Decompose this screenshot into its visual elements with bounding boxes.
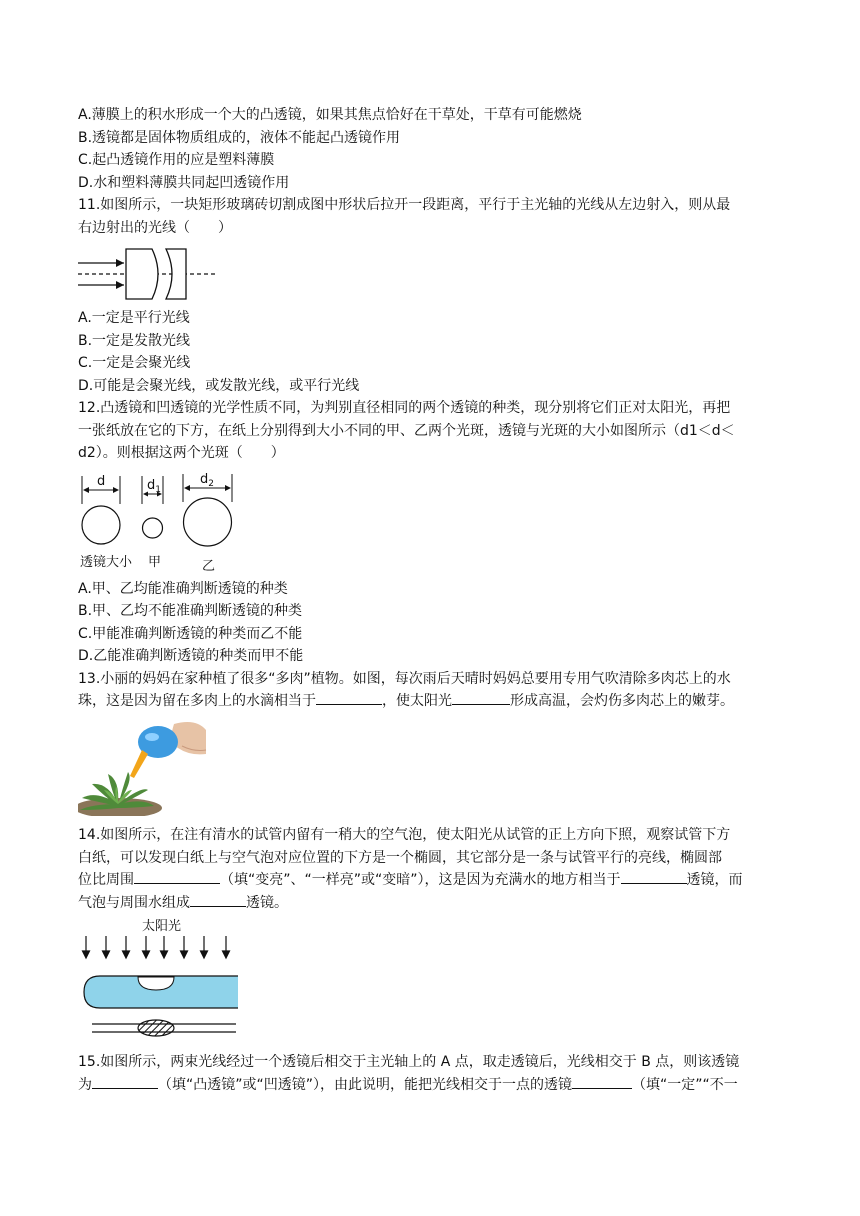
q11-option-c: C.一定是会聚光线	[78, 355, 191, 371]
q12-stem-line1: 12.凸透镜和凹透镜的光学性质不同，为判别直径相同的两个透镜的种类，现分别将它们正对太阳光，再把	[78, 400, 731, 416]
q11-figure-lens-pieces	[78, 244, 220, 304]
q15-stem-line2	[78, 1074, 738, 1096]
q13-stem-line2	[78, 690, 734, 712]
q12-stem-line2: 一张纸放在它的下方，在纸上分别得到大小不同的甲、乙两个光斑，透镜与光斑的大小如图所示（d1＜d＜	[78, 423, 735, 439]
q12-option-b: B.甲、乙均不能准确判断透镜的种类	[78, 603, 303, 619]
q12-caption-jia: 甲	[148, 555, 162, 570]
q15-blank-2[interactable]	[572, 1074, 632, 1089]
q12-label-d2-sub: 2	[208, 479, 214, 489]
q15-text-a: 为	[78, 1077, 92, 1093]
q10-option-d: D.水和塑料薄膜共同起凹透镜作用	[78, 175, 290, 191]
q14-blank-3[interactable]	[190, 892, 246, 907]
q13-text-c: 形成高温，会灼伤多肉芯上的嫩芽。	[510, 693, 734, 709]
q14-stem-line3	[78, 869, 743, 891]
q12-label-d2: d	[200, 472, 209, 487]
q14-text-c: 透镜，而	[686, 872, 743, 888]
q15-blank-1[interactable]	[92, 1074, 158, 1089]
q12-option-c: C.甲能准确判断透镜的种类而乙不能	[78, 626, 303, 642]
q15-text-b: （填“凸透镜”或“凹透镜”），由此说明，能把光线相交于一点的透镜	[158, 1077, 573, 1093]
q13-figure-succulent-photo	[78, 720, 208, 816]
q14-stem-line1: 14.如图所示，在注有清水的试管内留有一稍大的空气泡，使太阳光从试管的正上方向下照，观察试管下方	[78, 827, 731, 843]
q14-blank-1[interactable]	[134, 869, 220, 884]
q14-blank-2[interactable]	[621, 869, 687, 884]
q13-text-b: ，使太阳光	[382, 693, 452, 709]
q15-stem-line1: 15.如图所示，两束光线经过一个透镜后相交于主光轴上的 A 点，取走透镜后，光线相交于 B 点，则该透镜	[78, 1054, 740, 1070]
svg-text:d2	[200, 472, 214, 489]
q14-figure-label: 太阳光	[142, 919, 182, 934]
q12-option-a: A.甲、乙均能准确判断透镜的种类	[78, 581, 288, 597]
q11-option-d: D.可能是会聚光线，或发散光线，或平行光线	[78, 378, 360, 394]
q10-option-b: B.透镜都是固体物质组成的，液体不能起凸透镜作用	[78, 130, 401, 146]
q15-text-c: （填“一定”“不一	[632, 1077, 738, 1093]
q12-option-d: D.乙能准确判断透镜的种类而甲不能	[78, 648, 304, 664]
q12-label-d: d	[97, 474, 106, 489]
q12-caption-lens: 透镜大小	[80, 555, 133, 570]
q14-text-a: 位比周围	[78, 872, 134, 888]
q11-stem-line2: 右边射出的光线（ ）	[78, 220, 232, 236]
q14-text-d: 气泡与周围水组成	[78, 895, 190, 911]
q10-option-a: A.薄膜上的积水形成一个大的凸透镜，如果其焦点恰好在干草处，干草有可能燃烧	[78, 107, 582, 123]
q14-text-e: 透镜。	[246, 895, 288, 911]
q11-stem-line1: 11.如图所示，一块矩形玻璃砖切割成图中形状后拉开一段距离，平行于主光轴的光线从左边射入，则从最	[78, 197, 731, 213]
q14-stem-line2: 白纸，可以发现白纸上与空气泡对应位置的下方是一个椭圆，其它部分是一条与试管平行的亮线，椭圆部	[78, 850, 722, 866]
q13-text-a: 珠，这是因为留在多肉上的水滴相当于	[78, 693, 316, 709]
q14-stem-line4	[78, 892, 288, 914]
q10-option-c: C.起凸透镜作用的应是塑料薄膜	[78, 152, 275, 168]
q12-label-d1-sub: 1	[155, 485, 161, 495]
q12-caption-yi: 乙	[202, 559, 216, 574]
q11-option-a: A.一定是平行光线	[78, 310, 190, 326]
q13-stem-line1: 13.小丽的妈妈在家种植了很多“多肉”植物。如图，每次雨后天晴时妈妈总要用专用气吹清除多肉芯上的水	[78, 671, 731, 687]
q14-figure-test-tube	[78, 914, 240, 1042]
q11-option-b: B.一定是发散光线	[78, 333, 191, 349]
q14-text-b: （填“变亮”、“一样亮”或“变暗”），这是因为充满水的地方相当于	[220, 872, 621, 888]
q12-label-d1: d	[147, 478, 156, 493]
q12-stem-line3: d2）。则根据这两个光斑（ ）	[78, 445, 285, 461]
q13-blank-2[interactable]	[452, 690, 510, 705]
svg-text:d1	[147, 478, 161, 495]
q13-blank-1[interactable]	[316, 690, 382, 705]
q12-figure-spots	[78, 468, 248, 576]
